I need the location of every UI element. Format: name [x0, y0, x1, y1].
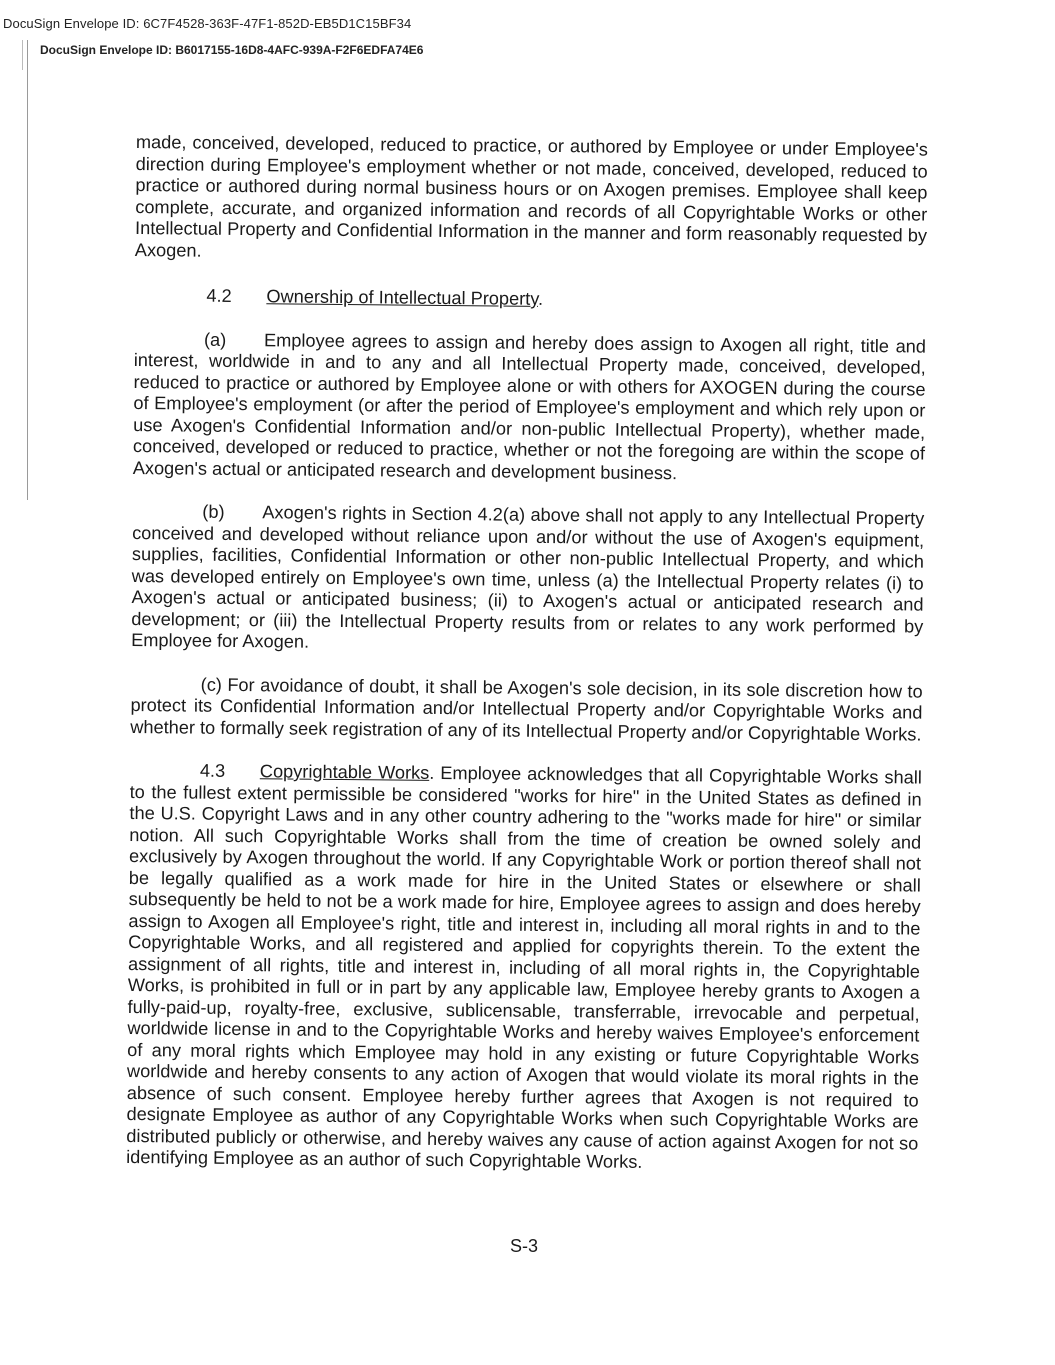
section-title: Copyrightable Works: [259, 761, 430, 783]
section-4-2-heading: [206, 286, 926, 314]
item-c-paragraph: (c) For avoidance of doubt, it shall be Axogen's sole decision, in its sole discretion how to protect its Confidential Information and/or Intellectual Property and/or Copyrightable Works and whether to formally seek registration of any of its Intellectual Property and/or Copyrightable Works.: [130, 674, 923, 745]
item-label: (b): [202, 501, 225, 522]
item-a-paragraph: [133, 328, 926, 486]
docusign-envelope-id-outer: DocuSign Envelope ID: 6C7F4528-363F-47F1-852D-EB5D1C15BF34: [3, 16, 412, 31]
intro-paragraph: made, conceived, developed, reduced to practice, or authored by Employee or under Employee's direction during Employee's employment whether or not made, conceived, developed, reduced to practice or authored during normal business hours or on Axogen premises. Employee shall keep complete, accurate, and organized information and records of all Copyrightable Works or other Intellectual Property and Confidential Information in the manner and form reasonably requested by Axogen.: [134, 132, 928, 261]
docusign-envelope-id-inner: DocuSign Envelope ID: B6017155-16D8-4AFC-939A-F2F6EDFA74E6: [40, 43, 424, 57]
scan-page-edge: [27, 40, 28, 500]
section-title-period: .: [537, 288, 544, 309]
section-title: Ownership of Intellectual Property: [266, 286, 539, 309]
section-number: 4.3: [199, 760, 226, 781]
section-number: 4.2: [206, 285, 232, 306]
section-text: . Employee acknowledges that all Copyrightable Works shall to the fullest extent permissible be considered "works for hire" in the United States as defined in the U.S. Copyright Laws and in any other country adhering to the "works made for hire" or similar notion. All such Copyrightable Works shall from the time of creation be owned solely and exclusively by Axogen throughout the world. If any Copyrightable Work or portion thereof shall not be legally qualified as a work made for hire in the United States or elsewhere or shall subsequently be held to not be a work made for hire, Employee agrees to assign and does hereby assign to Axogen all Employee's right, title and interest in, including all moral rights in and to the Copyrightable Works, and all registered and applied for copyrights therein. To the extent the assignment of all rights, title and interest in, including of all moral rights in, the Copyrightable Works, is prohibited in full or in part by any applicable law, Employee hereby grants to Axogen a fully-paid-up, royalty-free, exclusive, sublicensable, transferrable, irrevocable and perpetual, worldwide license in and to the Copyrightable Works and hereby waives Employee's enforcement of any moral rights which Employee may hold in any existing or future Copyrightable Works worldwide and hereby consents to any action of Axogen that would violate its moral rights in the absence of such consent. Employee hereby further agrees that Axogen is not required to designate Employee as author of any Copyrightable Works when such Copyrightable Works are distributed publicly or otherwise, and hereby waives any cause of action against Axogen for not so identifying Employee as an author of such Copyrightable Works.: [126, 762, 922, 1172]
scan-edge-mark: [22, 40, 23, 70]
section-4-3-paragraph: [126, 760, 922, 1176]
document-body: [126, 132, 928, 1176]
item-b-paragraph: [131, 501, 924, 659]
page-number: S-3: [510, 1236, 539, 1256]
item-label: (a): [203, 329, 227, 350]
item-text: Axogen's rights in Section 4.2(a) above shall not apply to any Intellectual Property conceived and developed without reliance upon and/or without the use of Axogen's equipment, supplies, facilities, Confidential Information or other non-public Intellectual Property, and which was developed entirely on Employee's own time, unless (a) the Intellectual Property relates (i) to Axogen's actual or anticipated business; (ii) to Axogen's actual or anticipated research and development; or (iii) the Intellectual Property results from or relates to any work performed by Employee for Axogen.: [131, 502, 925, 652]
item-text: Employee agrees to assign and hereby does assign to Axogen all right, title and interest, worldwide in and to any and all Intellectual Property made, conceived, developed, reduced to practice or authored by Employee alone or with others for AXOGEN during the course of Employee's employment (or after the period of Employee's employment and which rely upon or use Axogen's Confidential Information and/or non-public Intellectual Property), whether made, conceived, developed or reduced to practice, whether or not the foregoing are within the scope of Axogen's actual or anticipated research and development business.: [132, 329, 927, 483]
